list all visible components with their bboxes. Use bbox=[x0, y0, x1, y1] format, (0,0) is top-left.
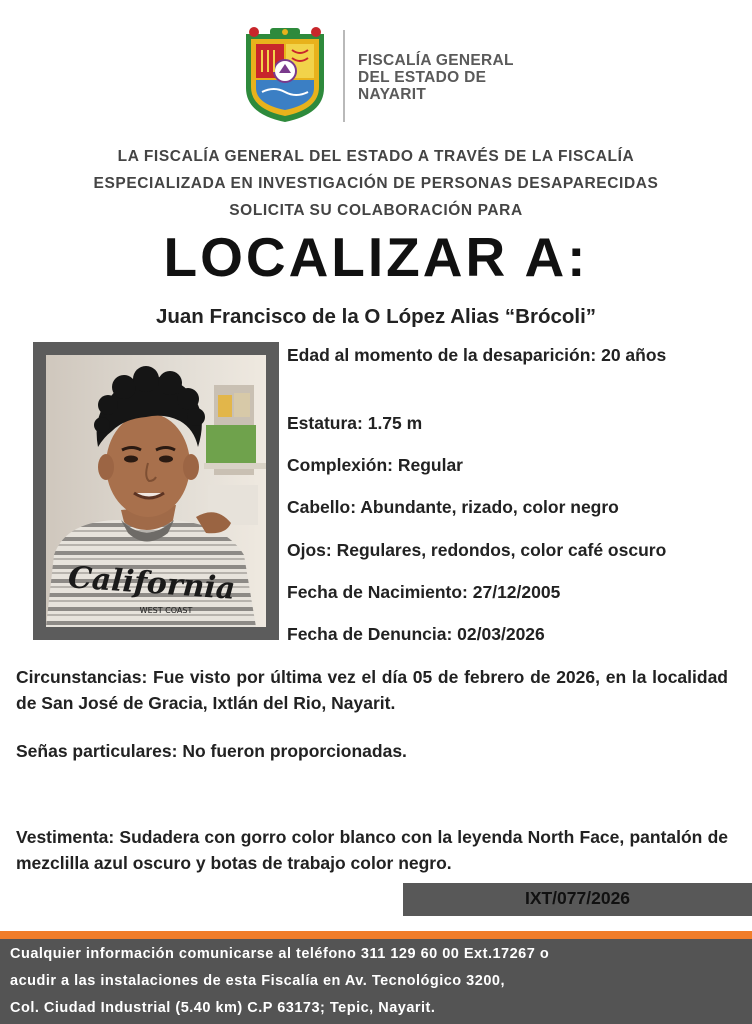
intro-text bbox=[0, 143, 752, 224]
missing-person-photo bbox=[46, 355, 266, 627]
case-number-bar bbox=[403, 883, 752, 916]
agency-name-line: NAYARIT bbox=[358, 86, 427, 103]
intro-line: SOLICITA SU COLABORACIÓN PARA bbox=[229, 202, 523, 219]
detail-report-date: Fecha de Denuncia: 02/03/2026 bbox=[287, 624, 545, 644]
detail-age: Edad al momento de la desaparición: 20 años bbox=[287, 345, 667, 365]
agency-name-line: FISCALÍA GENERAL bbox=[358, 52, 514, 69]
detail-hair: Cabello: Abundante, rizado, color negro bbox=[287, 497, 619, 517]
state-coat-of-arms-icon bbox=[240, 26, 330, 124]
clothing-text: Vestimenta: Sudadera con gorro color blanco con la leyenda North Face, pantalón de mezclilla azul oscuro y botas de trabajo color negro. bbox=[16, 827, 728, 873]
case-number: IXT/077/2026 bbox=[524, 888, 631, 908]
agency-header bbox=[240, 26, 560, 126]
header-divider bbox=[343, 30, 345, 122]
contact-footer bbox=[0, 939, 752, 1024]
missing-person-name: Juan Francisco de la O López Alias “Brócoli” bbox=[155, 305, 597, 328]
contact-line: acudir a las instalaciones de esta Fiscalía en Av. Tecnológico 3200, bbox=[10, 973, 505, 989]
distinguishing-marks-text: Señas particulares: No fueron proporcionadas. bbox=[16, 741, 407, 761]
circumstances-text: Circunstancias: Fue visto por última vez el día 05 de febrero de 2026, en la localidad de San José de Gracia, Ixtlán del Rio, Nayarit. bbox=[16, 667, 728, 713]
agency-name-line: DEL ESTADO DE bbox=[358, 69, 487, 86]
intro-line: LA FISCALÍA GENERAL DEL ESTADO A TRAVÉS DE LA FISCALÍA bbox=[117, 148, 635, 165]
detail-build: Complexión: Regular bbox=[287, 455, 463, 475]
shirt-print-subtext: WEST COAST bbox=[139, 606, 193, 615]
footer-accent-line bbox=[0, 931, 752, 939]
agency-name bbox=[358, 52, 558, 103]
detail-eyes: Ojos: Regulares, redondos, color café oscuro bbox=[287, 540, 667, 560]
contact-line: Col. Ciudad Industrial (5.40 km) C.P 63173; Tepic, Nayarit. bbox=[10, 1000, 436, 1016]
photo-frame bbox=[33, 342, 279, 640]
detail-height: Estatura: 1.75 m bbox=[287, 413, 423, 433]
contact-line: Cualquier información comunicarse al teléfono 311 129 60 00 Ext.17267 o bbox=[10, 946, 550, 962]
intro-line: ESPECIALIZADA EN INVESTIGACIÓN DE PERSONAS DESAPARECIDAS bbox=[93, 175, 659, 192]
detail-birth-date: Fecha de Nacimiento: 27/12/2005 bbox=[287, 582, 561, 602]
headline: LOCALIZAR A: bbox=[163, 226, 589, 288]
shirt-print-text: California bbox=[66, 560, 237, 607]
